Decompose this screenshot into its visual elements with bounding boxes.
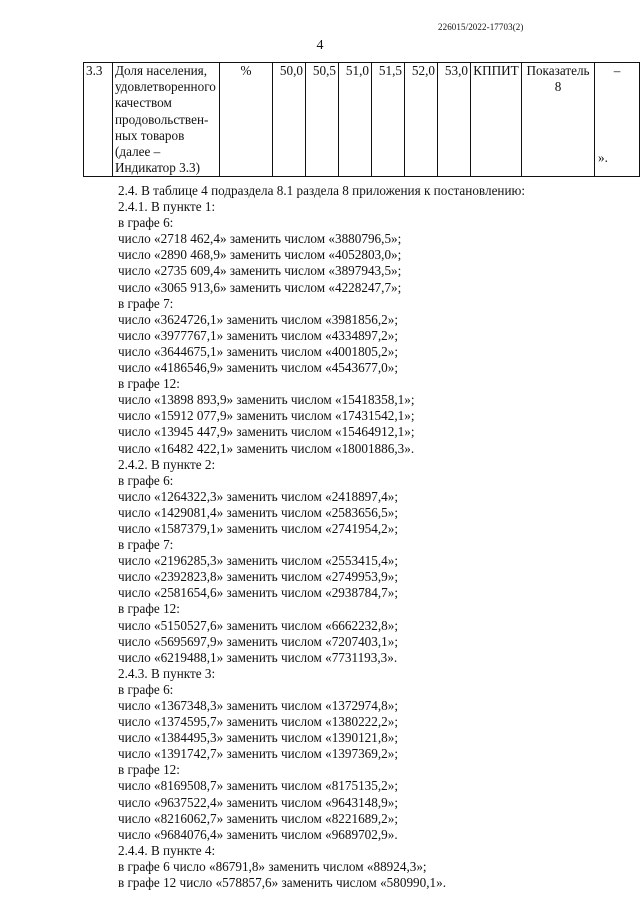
text-line: 2.4.3. В пункте 3: — [118, 665, 216, 681]
indicator-ref-line: Показатель — [526, 63, 590, 78]
page-number: 4 — [316, 38, 324, 53]
dash-cell: – — [595, 63, 640, 177]
text-line: число «16482 422,1» заменить числом «18001886,3». — [118, 440, 415, 456]
description-line: ных товаров — [115, 127, 185, 143]
value-cell: 52,0 — [405, 63, 438, 177]
text-line: число «5150527,6» заменить числом «6662232,8»; — [118, 617, 399, 633]
description-line: (далее – — [115, 144, 161, 160]
text-line: в графе 12: — [118, 376, 180, 392]
text-line: в графе 6: — [118, 215, 174, 231]
text-line: число «6219488,1» заменить числом «7731193,3». — [118, 649, 398, 665]
text-line: в графе 6 число «86791,8» заменить числом «88924,3»; — [118, 858, 427, 874]
text-line: 2.4. В таблице 4 подраздела 8.1 раздела 8 приложения к постановлению: — [118, 183, 526, 198]
indicator-description — [113, 63, 220, 177]
indicator-ref-line: 8 — [554, 79, 562, 95]
text-line: в графе 6: — [118, 681, 174, 697]
description-line: качеством — [115, 95, 172, 111]
value-cell: 53,0 — [438, 63, 471, 177]
text-line: число «3644675,1» заменить числом «4001805,2»; — [118, 343, 399, 359]
text-line: число «13898 893,9» заменить числом «15418358,1»; — [118, 392, 415, 408]
text-line: число «5695697,9» заменить числом «7207403,1»; — [118, 633, 399, 649]
source-cell: КППИТ — [471, 63, 522, 177]
text-line: 2.4.1. В пункте 1: — [118, 199, 216, 215]
text-line: число «2735 609,4» заменить числом «3897943,5»; — [118, 263, 402, 279]
text-line: число «1384495,3» заменить числом «1390121,8»; — [118, 730, 399, 746]
text-line: в графе 12 число «578857,6» заменить числом «580990,1». — [118, 875, 447, 891]
text-line: число «2392823,8» заменить числом «2749953,9»; — [118, 569, 399, 585]
text-line: число «1374595,7» заменить числом «1380222,2»; — [118, 714, 399, 730]
text-line: в графе 12: — [118, 601, 180, 617]
text-line: число «3065 913,6» заменить числом «4228247,7»; — [118, 279, 402, 295]
text-line: в графе 7: — [118, 295, 174, 311]
text-line: число «9684076,4» заменить числом «9689702,9». — [118, 826, 398, 842]
value-cell: 50,5 — [306, 63, 339, 177]
text-line: число «4186546,9» заменить числом «4543677,0»; — [118, 360, 399, 376]
value-cell: 50,0 — [273, 63, 306, 177]
text-line: в графе 6: — [118, 472, 174, 488]
text-line: число «3977767,1» заменить числом «4334897,2»; — [118, 327, 399, 343]
text-line: число «1264322,3» заменить числом «2418897,4»; — [118, 488, 399, 504]
text-line: число «2890 468,9» заменить числом «4052803,0»; — [118, 247, 402, 263]
text-line: 2.4.2. В пункте 2: — [118, 456, 216, 472]
text-line: число «1391742,7» заменить числом «1397369,2»; — [118, 746, 399, 762]
text-line: число «1429081,4» заменить числом «2583656,5»; — [118, 504, 399, 520]
closing-quote: ». — [598, 150, 608, 165]
text-line: число «1367348,3» заменить числом «1372974,8»; — [118, 698, 399, 713]
text-line: число «15912 077,9» заменить числом «17431542,1»; — [118, 408, 415, 424]
amendment-text — [118, 183, 525, 891]
table-row — [84, 63, 640, 177]
text-line: число «3624726,1» заменить числом «3981856,2»; — [118, 311, 399, 327]
text-line: число «8216062,7» заменить числом «8221689,2»; — [118, 810, 399, 826]
text-line: число «2718 462,4» заменить числом «3880796,5»; — [118, 231, 402, 247]
unit-cell: % — [220, 63, 273, 177]
text-line: число «1587379,1» заменить числом «2741954,2»; — [118, 520, 399, 536]
description-line: продовольствен- — [115, 111, 209, 127]
description-line: удовлетворенного — [115, 79, 216, 95]
indicator-table — [83, 62, 640, 177]
description-line: Доля населения, — [115, 63, 208, 78]
text-line: число «9637522,4» заменить числом «9643148,9»; — [118, 794, 399, 810]
row-number: 3.3 — [84, 63, 113, 177]
text-line: 2.4.4. В пункте 4: — [118, 842, 216, 858]
text-line: число «2196285,3» заменить числом «2553415,4»; — [118, 553, 399, 569]
document-id: 226015/2022-17703(2) — [438, 22, 524, 32]
description-line: Индикатор 3.3) — [115, 160, 201, 176]
text-line: число «13945 447,9» заменить числом «15464912,1»; — [118, 424, 415, 440]
indicator-ref-cell — [522, 63, 595, 177]
text-line: число «2581654,6» заменить числом «2938784,7»; — [118, 585, 399, 601]
value-cell: 51,5 — [372, 63, 405, 177]
text-line: в графе 7: — [118, 537, 174, 553]
text-line: в графе 12: — [118, 762, 180, 778]
value-cell: 51,0 — [339, 63, 372, 177]
text-line: число «8169508,7» заменить числом «8175135,2»; — [118, 778, 399, 794]
